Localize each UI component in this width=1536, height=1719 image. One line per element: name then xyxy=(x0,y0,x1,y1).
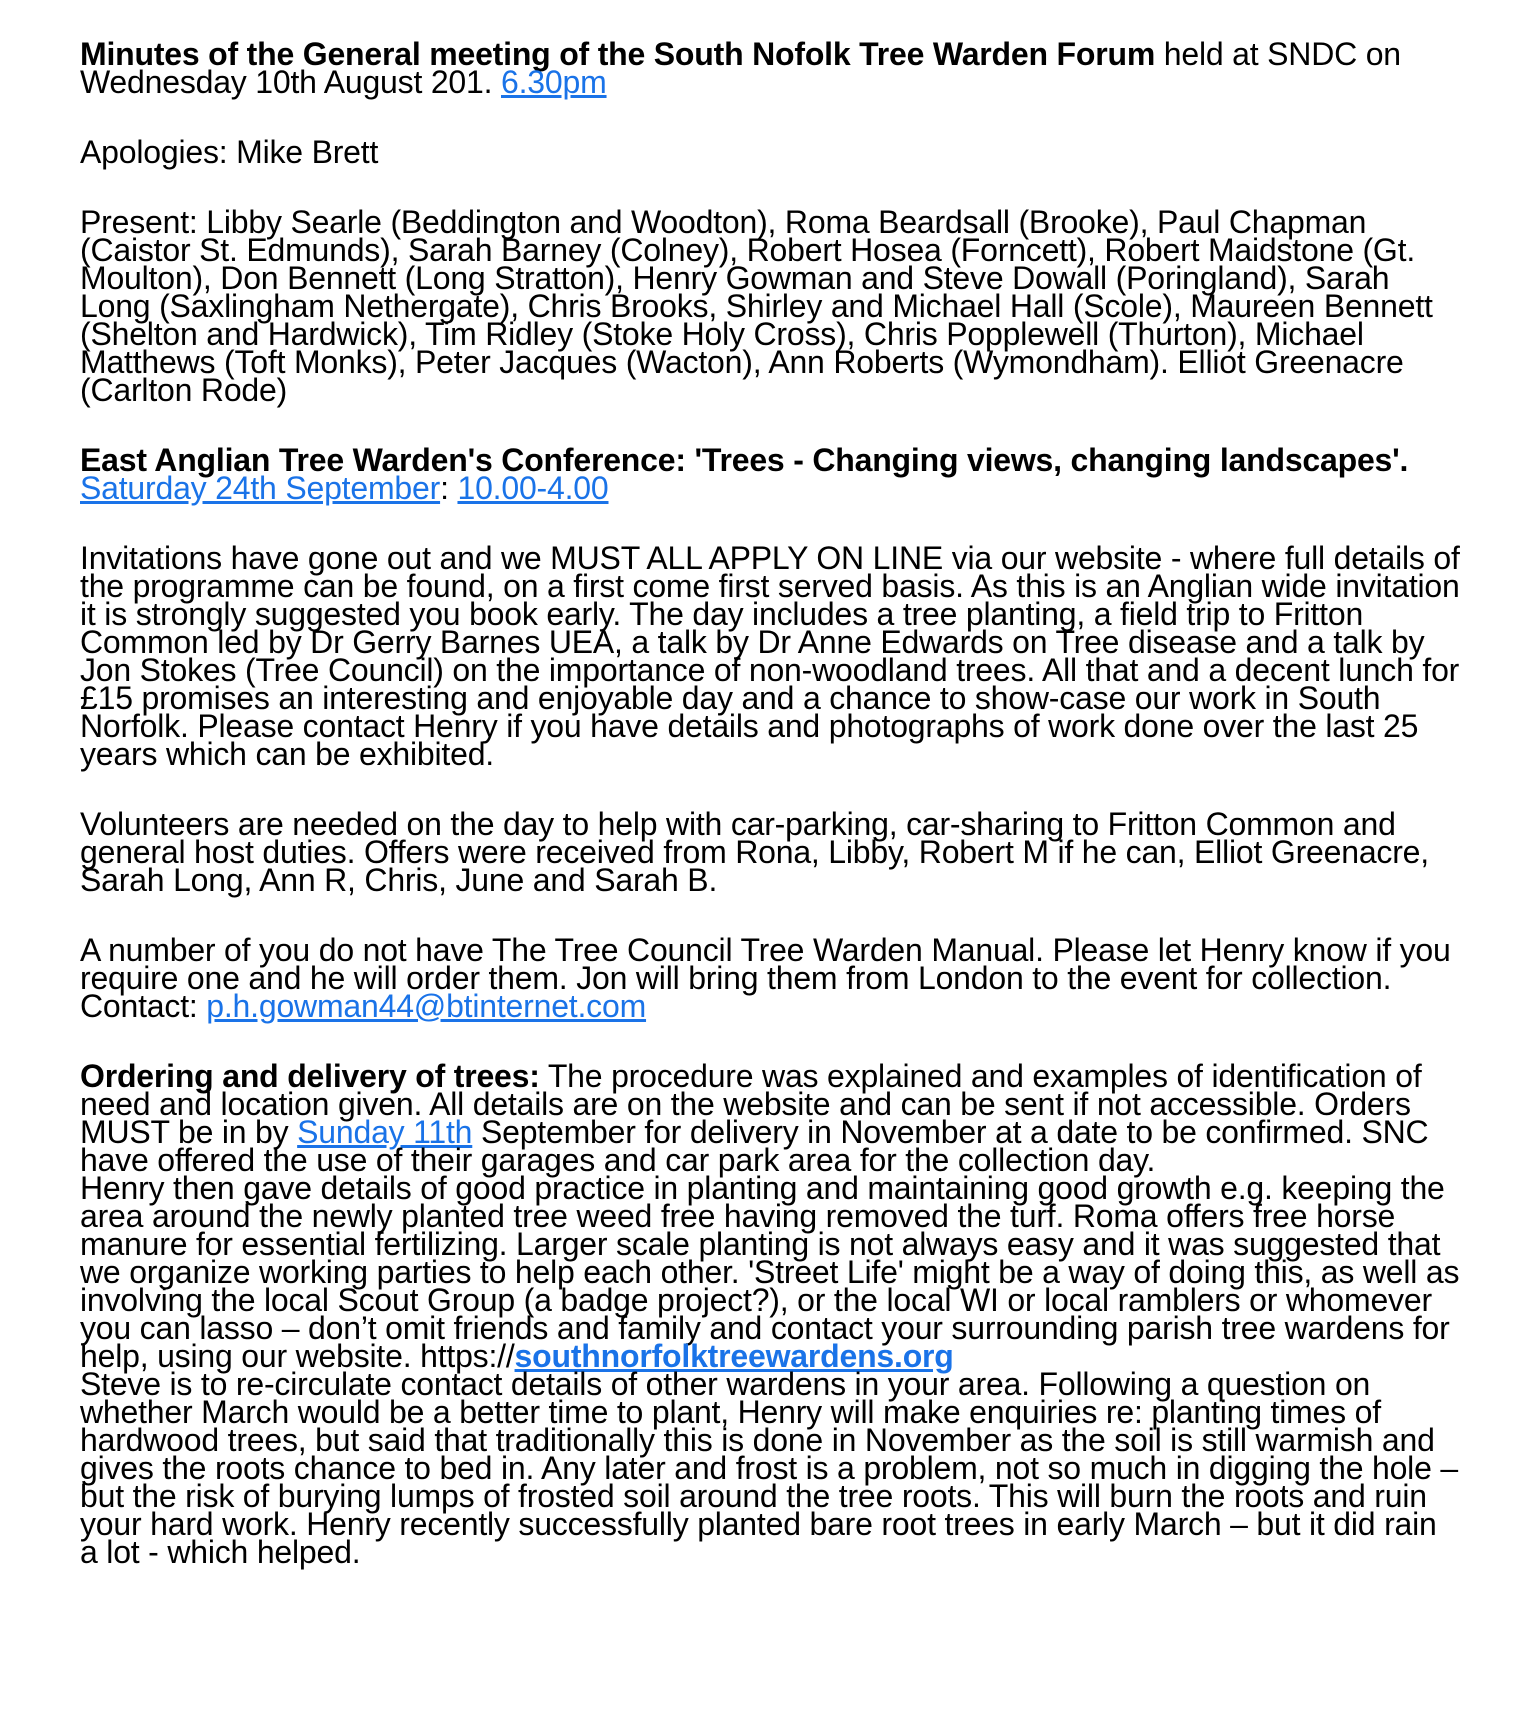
meeting-time-link[interactable]: 6.30pm xyxy=(501,64,607,100)
apologies: Apologies: Mike Brett xyxy=(80,134,379,170)
contact-details-paragraph: Steve is to re-circulate contact details of other wardens in your area. Following a question on whether March would be a better time to plant, Henry will make enquiries re: planting times of hardwood trees, but said that traditionally this is done in November as the soil is still warmish and gives the roots chance to bed in. Any later and frost is a problem, not so much in digging the hole – but the risk of burying lumps of frosted soil around the tree roots. This will burn the roots and ruin your hard work. Henry recently successfully planted bare root trees in early March – but it did rain a lot - which helped. xyxy=(80,1366,1458,1570)
manual-paragraph xyxy=(80,932,1460,1024)
minutes-title-paragraph xyxy=(80,36,1460,100)
planting-practice-paragraph xyxy=(80,1170,1460,1374)
minutes-venue-date: held at SNDC on Wednesday 10th August 201. xyxy=(80,36,1401,100)
volunteers-paragraph: Volunteers are needed on the day to help with car-parking, car-sharing to Fritton Common and general host duties. Offers were received from Rona, Libby, Robert M if he can, Elliot Greenacre, Sarah Long, Ann R, Chris, June and Sarah B. xyxy=(80,806,1429,898)
conference-time-link[interactable]: 10.00-4.00 xyxy=(457,470,609,506)
order-deadline-link[interactable]: Sunday 11th xyxy=(297,1114,473,1150)
minutes-title: Minutes of the General meeting of the South Nofolk Tree Warden Forum xyxy=(80,36,1156,72)
contact-email-link[interactable]: p.h.gowman44@btinternet.com xyxy=(206,988,647,1024)
ordering-text-1: The procedure was explained and examples of identification of need and location given. All details are on the website and can be sent if not accessible. Orders MUST be in by xyxy=(80,1058,1422,1150)
conference-heading: East Anglian Tree Warden's Conference: 'Trees - Changing views, changing landscapes'. xyxy=(80,442,1409,478)
conference-separator: : xyxy=(440,470,458,506)
invitations-paragraph: Invitations have gone out and we MUST ALL APPLY ON LINE via our website - where full details of the programme can be found, on a first come first served basis. As this is an Anglian wide invitation it is strongly suggested you book early. The day includes a tree planting, a field trip to Fritton Common led by Dr Gerry Barnes UEA, a talk by Dr Anne Edwards on Tree disease and a talk by Jon Stokes (Tree Council) on the importance of non-woodland trees. All that and a decent lunch for £15 promises an interesting and enjoyable day and a chance to show-case our work in South Norfolk. Please contact Henry if you have details and photographs of work done over the last 25 years which can be exhibited. xyxy=(80,540,1460,772)
website-link[interactable]: southnorfolktreewardens.org xyxy=(514,1338,954,1374)
ordering-paragraph xyxy=(80,1058,1460,1178)
conference-heading-paragraph xyxy=(80,442,1460,506)
manual-text: A number of you do not have The Tree Council Tree Warden Manual. Please let Henry know if you require one and he will order them. Jon will bring them from London to the event for collection. Contact: xyxy=(80,932,1451,1024)
planting-practice-text: Henry then gave details of good practice in planting and maintaining good growth e.g. keeping the area around the newly planted tree weed free having removed the turf. Roma offers free horse manure for essential fertilizing. Larger scale planting is not always easy and it was suggested that we organize working parties to help each other. 'Street Life' might be a way of doing this, as well as involving the local Scout Group (a badge project?), or the local WI or local ramblers or whomever you can lasso – don’t omit friends and family and contact your surrounding parish tree wardens for help, using our website. https:// xyxy=(80,1170,1460,1374)
conference-date-link[interactable]: Saturday 24th September xyxy=(80,470,441,506)
ordering-text-2: September for delivery in November at a date to be confirmed. SNC have offered the use of their garages and car park area for the collection day. xyxy=(80,1114,1429,1178)
present-list: Present: Libby Searle (Beddington and Woodton), Roma Beardsall (Brooke), Paul Chapman (Caistor St. Edmunds), Sarah Barney (Colney), Robert Hosea (Forncett), Robert Maidstone (Gt. Moulton), Don Bennett (Long Stratton), Henry Gowman and Steve Dowall (Poringland), Sarah Long (Saxlingham Nethergate), Chris Brooks, Shirley and Michael Hall (Scole), Maureen Bennett (Shelton and Hardwick), Tim Ridley (Stoke Holy Cross), Chris Popplewell (Thurton), Michael Matthews (Toft Monks), Peter Jacques (Wacton), Ann Roberts (Wymondham). Elliot Greenacre (Carlton Rode) xyxy=(80,204,1433,408)
ordering-heading: Ordering and delivery of trees: xyxy=(80,1058,540,1094)
minutes-document xyxy=(80,36,1460,1570)
